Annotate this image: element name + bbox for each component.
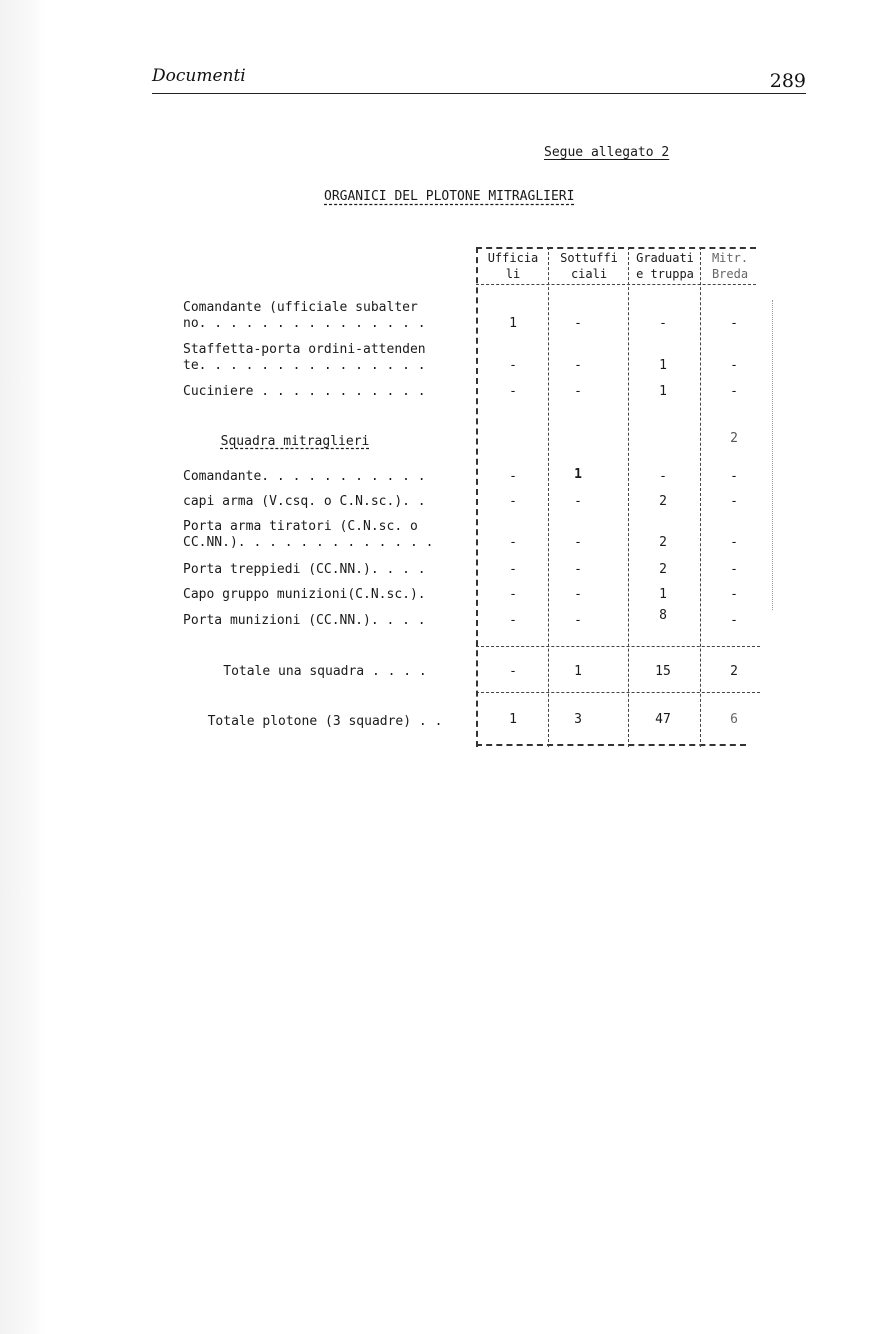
column-header-ufficiali: Ufficia li xyxy=(487,251,539,281)
column-divider-3 xyxy=(700,247,701,747)
page-number: 289 xyxy=(769,70,806,92)
cell-r4-c3: - xyxy=(730,469,738,484)
cell-r5-c3: - xyxy=(730,494,738,509)
column-header-sottufficiali: Sottuffi ciali xyxy=(560,251,618,281)
cell-r11-c3: 6 xyxy=(730,712,738,727)
cell-r5-c1: - xyxy=(574,494,582,509)
cell-r8-c1: - xyxy=(574,587,582,602)
table-top-border xyxy=(476,247,756,249)
cell-r9-c1: - xyxy=(574,613,582,628)
cell-r2-c3: - xyxy=(730,384,738,399)
cell-r5-c2: 2 xyxy=(659,494,667,509)
header-rule xyxy=(152,93,806,94)
cell-r0-c1: - xyxy=(574,316,582,331)
cell-r2-c0: - xyxy=(509,384,517,399)
cell-r5-c0: - xyxy=(509,494,517,509)
cell-r7-c3: - xyxy=(730,562,738,577)
row-label-totale-plotone: Totale plotone (3 squadre) . . xyxy=(207,714,443,729)
row-label-porta-treppiedi: Porta treppiedi (CC.NN.). . . . xyxy=(183,562,426,577)
cell-r1-c3: - xyxy=(730,358,738,373)
cell-r8-c3: - xyxy=(730,587,738,602)
cell-r7-c2: 2 xyxy=(659,562,667,577)
table-bottom-border xyxy=(476,744,746,746)
margin-bleed-mark xyxy=(772,300,773,610)
row-label-totale-squadra: Totale una squadra . . . . xyxy=(223,664,427,679)
column-header-graduati: Graduati e truppa xyxy=(636,251,694,281)
header-bottom-border xyxy=(476,284,756,285)
document-title: ORGANICI DEL PLOTONE MITRAGLIERI xyxy=(324,189,575,204)
cell-r9-c0: - xyxy=(509,613,517,628)
cell-r3-c3: 2 xyxy=(730,431,738,446)
cell-r7-c0: - xyxy=(509,562,517,577)
cell-r11-c2: 47 xyxy=(655,712,671,727)
row-label-porta-munizioni: Porta munizioni (CC.NN.). . . . xyxy=(183,613,426,628)
column-divider-1 xyxy=(548,247,549,747)
cell-r4-c0: - xyxy=(509,469,517,484)
cell-r2-c1: - xyxy=(574,384,582,399)
cell-r0-c0: 1 xyxy=(509,316,517,331)
cell-r9-c2: 8 xyxy=(659,608,667,623)
cell-r1-c0: - xyxy=(509,358,517,373)
cell-r0-c2: - xyxy=(659,316,667,331)
row-label-capi-arma: capi arma (V.csq. o C.N.sc.). . xyxy=(183,494,426,509)
cell-r6-c1: - xyxy=(574,535,582,550)
cell-r6-c3: - xyxy=(730,535,738,550)
attachment-note: Segue allegato 2 xyxy=(544,145,670,160)
column-header-mitragliatrici: Mitr. Breda xyxy=(711,251,749,281)
row-label-comandante-squadra: Comandante. . . . . . . . . . . xyxy=(183,469,426,484)
cell-r7-c1: - xyxy=(574,562,582,577)
column-divider-2 xyxy=(628,247,629,747)
section-title: Documenti xyxy=(152,66,246,86)
cell-r8-c0: - xyxy=(509,587,517,602)
row-label-squadra-mitraglieri: Squadra mitraglieri xyxy=(220,434,370,449)
subtotal-bottom-border xyxy=(476,692,760,693)
cell-r8-c2: 1 xyxy=(659,587,667,602)
column-divider-left xyxy=(476,247,478,747)
cell-r4-c1: 1 xyxy=(574,467,582,482)
cell-r10-c0: - xyxy=(509,664,517,679)
row-label-porta-arma: Porta arma tiratori (C.N.sc. o CC.NN.). . . . . . . . . . . . . xyxy=(183,519,434,550)
cell-r1-c1: - xyxy=(574,358,582,373)
cell-r1-c2: 1 xyxy=(659,358,667,373)
cell-r9-c3: - xyxy=(730,613,738,628)
cell-r10-c2: 15 xyxy=(655,664,671,679)
scan-shadow xyxy=(0,0,46,1334)
cell-r0-c3: - xyxy=(730,316,738,331)
cell-r6-c0: - xyxy=(509,535,517,550)
cell-r11-c0: 1 xyxy=(509,712,517,727)
subtotal-top-border xyxy=(476,646,760,647)
cell-r6-c2: 2 xyxy=(659,535,667,550)
cell-r2-c2: 1 xyxy=(659,384,667,399)
cell-r10-c1: 1 xyxy=(574,664,582,679)
row-label-comandante-plotone: Comandante (ufficiale subalter no. . . . . . . . . . . . . . . xyxy=(183,300,426,331)
row-label-capo-gruppo-munizioni: Capo gruppo munizioni(C.N.sc.). xyxy=(183,587,426,602)
cell-r4-c2: - xyxy=(659,469,667,484)
cell-r10-c3: 2 xyxy=(730,664,738,679)
row-label-staffetta: Staffetta-porta ordini-attenden te. . . . . . . . . . . . . . . xyxy=(183,342,426,373)
cell-r11-c1: 3 xyxy=(574,712,582,727)
row-label-cuciniere: Cuciniere . . . . . . . . . . . xyxy=(183,384,426,399)
